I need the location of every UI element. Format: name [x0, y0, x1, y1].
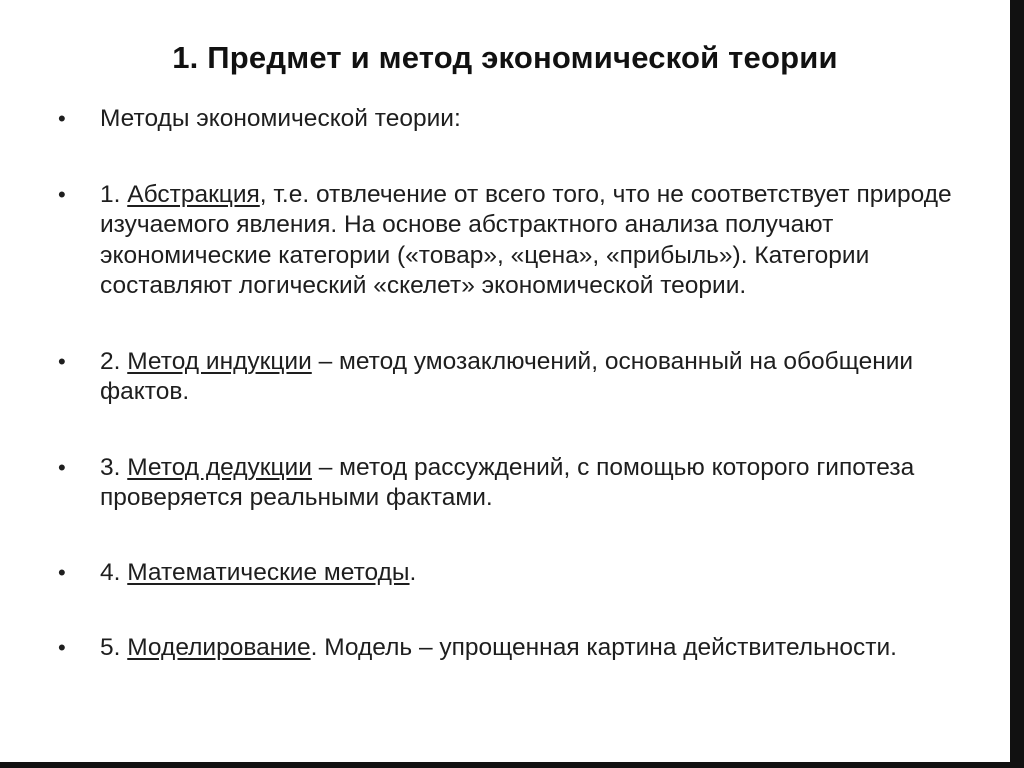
item-term: Метод индукции	[127, 347, 312, 375]
list-item	[58, 453, 958, 514]
list-item	[58, 633, 958, 664]
list-item	[58, 104, 958, 135]
item-number: 5.	[100, 634, 128, 661]
item-number: 4.	[100, 558, 128, 586]
item-term: Моделирование	[127, 634, 311, 661]
list-item	[58, 558, 958, 589]
slide-frame-bottom-edge	[0, 762, 1024, 768]
item-term: Метод дедукции	[127, 453, 312, 481]
bullet-icon: •	[58, 181, 66, 207]
item-number: 3.	[100, 453, 128, 481]
item-number: 2.	[100, 347, 128, 375]
item-text: . Модель – упрощенная картина действительности.	[310, 634, 897, 661]
bullet-icon: •	[58, 348, 66, 374]
item-term: Абстракция	[127, 180, 260, 208]
bullet-list	[58, 104, 958, 664]
bullet-icon: •	[58, 106, 66, 131]
slide-title: 1. Предмет и метод экономической теории	[172, 40, 838, 75]
list-item	[58, 347, 958, 408]
bullet-icon: •	[58, 635, 66, 660]
item-number: 1.	[100, 180, 128, 208]
list-item	[58, 180, 958, 302]
bullet-icon: •	[58, 559, 66, 585]
item-text: Методы экономической теории:	[100, 105, 461, 132]
item-term: Математические методы	[127, 558, 410, 586]
item-text: .	[409, 558, 417, 586]
bullet-icon: •	[58, 454, 66, 480]
item-text: – метод умозаключений, основанный на обобщении фактов.	[100, 347, 914, 405]
item-text: , т.е. отвлечение от всего того, что не соответствует природе изучаемого явления. На основе абстрактного анализа получают экономические категории («товар», «цена», «прибыль»). Категории составляют логический «скелет» экономической теории.	[100, 180, 952, 299]
slide-frame-right-edge	[1010, 0, 1024, 768]
item-text: – метод рассуждений, с помощью которого гипотеза проверяется реальными фактами.	[100, 453, 915, 511]
